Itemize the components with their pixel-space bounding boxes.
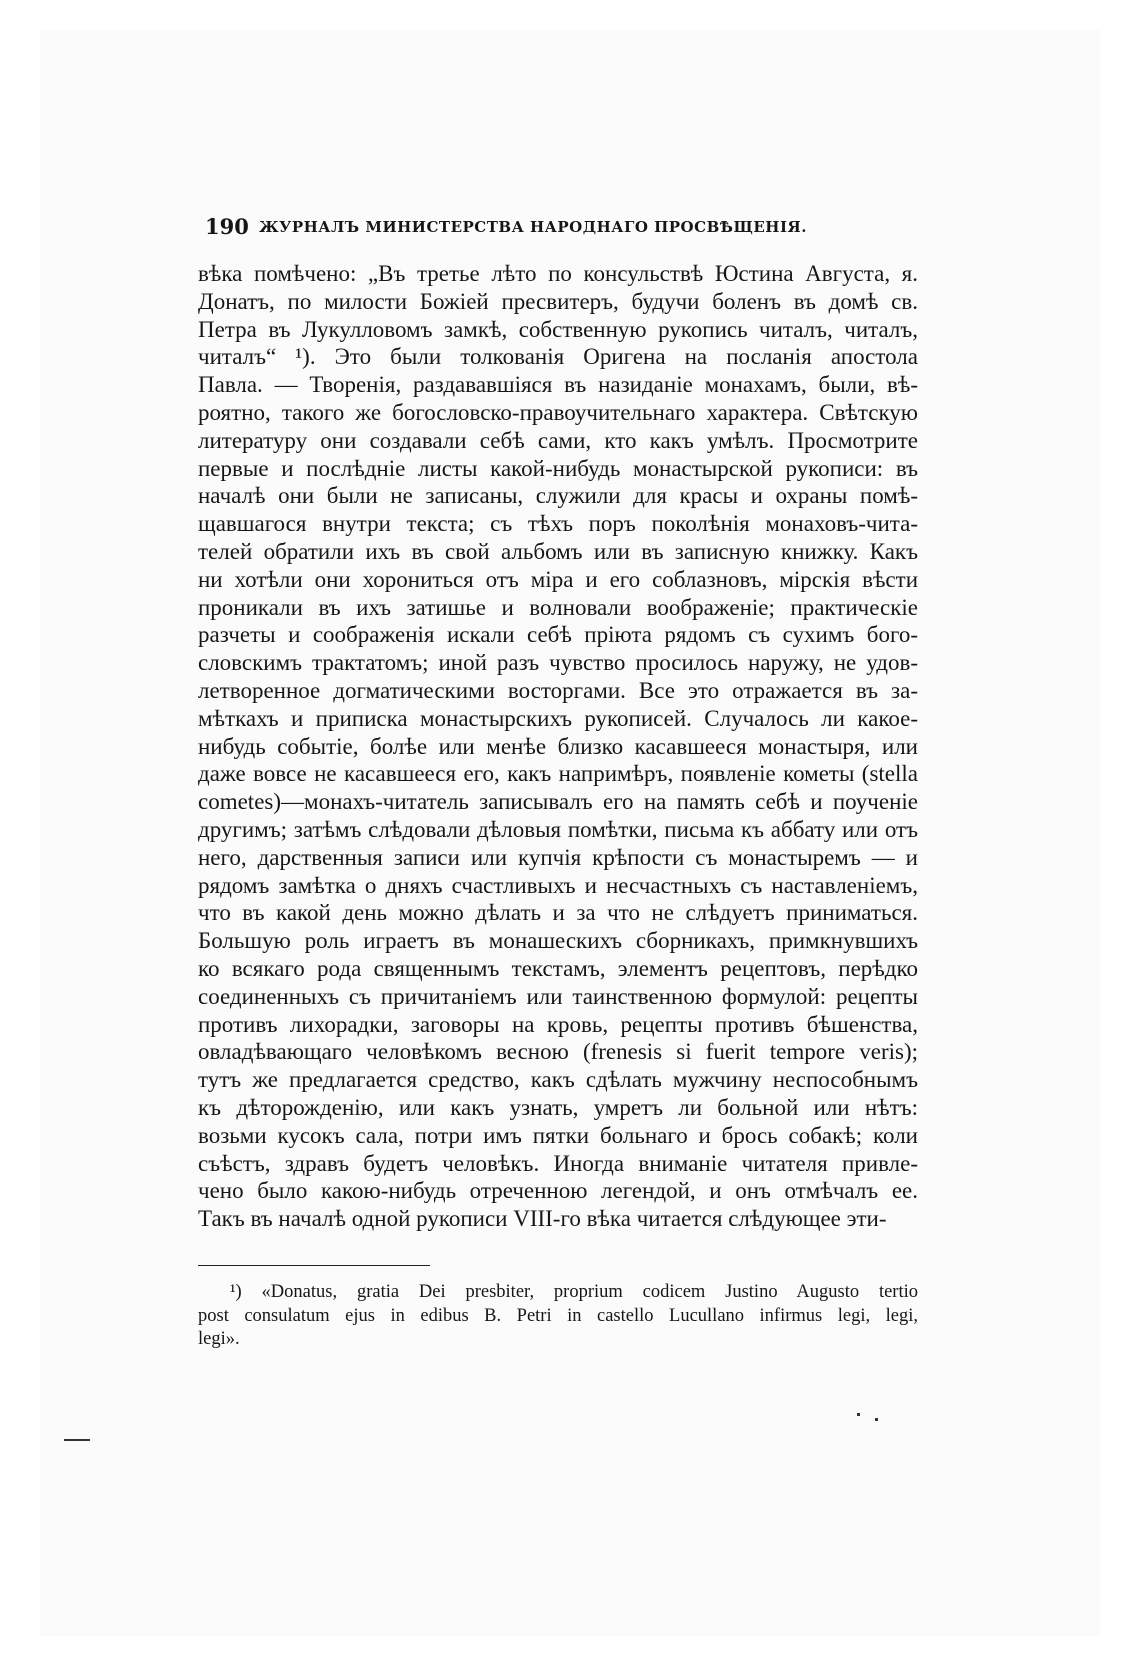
text-line: Петра въ Лукулловомъ замкѣ, собственную рукопись читалъ, читалъ,: [198, 316, 918, 342]
text-line: ни хотѣли они хорониться отъ міра и его соблазновъ, мірскія вѣсти: [198, 566, 918, 592]
text-line: Такъ въ началѣ одной рукописи VIII-го вѣка читается слѣдующее эти-: [198, 1206, 887, 1232]
text-line: роятно, такого же богословско-правоучительнаго характера. Свѣтскую: [198, 399, 918, 425]
text-line: вѣка помѣчено: „Въ третье лѣто по консульствѣ Юстина Августа, я.: [198, 261, 918, 286]
text-line: началѣ они были не записаны, служили для красы и охраны помѣ-: [198, 483, 918, 509]
footnote-line: ¹) «Donatus, gratia Dei presbiter, proprium codicem Justino Augusto tertio: [230, 1282, 918, 1302]
text-line: противъ лихорадки, заговоры на кровь, рецепты противъ бѣшенства,: [198, 1011, 918, 1037]
running-title: ЖУРНАЛЪ МИНИСТЕРСТВА НАРОДНАГО ПРОСВѢЩЕНІЯ.: [259, 218, 807, 236]
text-line: къ дѣторожденію, или какъ узнать, умретъ ли больной или нѣтъ:: [198, 1094, 918, 1120]
footnote-line: legi».: [198, 1329, 240, 1349]
text-line: съѣстъ, здравъ будетъ человѣкъ. Иногда вниманіе читателя привле-: [198, 1150, 918, 1176]
text-line: первые и послѣдніе листы какой-нибудь монастырской рукописи: въ: [198, 455, 918, 481]
text-line: щавшагося внутри текста; съ тѣхъ поръ поколѣнія монаховъ-чита-: [198, 511, 918, 537]
text-line: проникали въ ихъ затишье и волновали воображеніе; практическіе: [198, 594, 918, 620]
text-line: рядомъ замѣтка о дняхъ счастливыхъ и несчастныхъ съ наставленіемъ,: [198, 872, 918, 898]
footnote: [198, 1281, 918, 1352]
text-line: cometes)—монахъ-читатель записывалъ его на память себѣ и поученіе: [198, 789, 918, 815]
text-line: него, дарственныя записи или купчія крѣпости съ монастыремъ — и: [198, 844, 918, 870]
text-line: ко всякаго рода священнымъ текстамъ, элементъ рецептовъ, перѣдко: [198, 955, 918, 981]
text-line: мѣткахъ и приписка монастырскихъ рукописей. Случалось ли какое-: [198, 705, 918, 731]
text-line: Павла. — Творенія, раздававшіяся въ назиданіе монахамъ, были, вѣ-: [198, 372, 918, 398]
text-line: Донатъ, по милости Божіей пресвитеръ, будучи боленъ въ домѣ св.: [198, 288, 918, 314]
text-line: соединенныхъ съ причитаніемъ или таинственною формулой: рецепты: [198, 983, 918, 1009]
text-line: другимъ; затѣмъ слѣдовали дѣловыя помѣтки, письма къ аббату или отъ: [198, 816, 918, 842]
text-line: читалъ“ ¹). Это были толкованія Оригена на посланія апостола: [198, 344, 918, 370]
page-number: 190: [205, 214, 249, 239]
text-line: что въ какой день можно дѣлать и за что не слѣдуетъ приниматься.: [198, 900, 918, 926]
text-line: литературу они создавали себѣ сами, кто какъ умѣлъ. Просмотрите: [198, 427, 918, 453]
text-line: тутъ же предлагается средство, какъ сдѣлать мужчину неспособнымъ: [198, 1067, 918, 1093]
text-line: летворенное догматическими восторгами. Все это отражается въ за-: [198, 677, 918, 703]
text-line: телей обратили ихъ въ свой альбомъ или въ записную книжку. Какъ: [198, 538, 918, 564]
scan-speck: [875, 1418, 878, 1421]
body-text: [198, 260, 918, 1233]
text-line: словскимъ трактатомъ; иной разъ чувство просилось наружу, не удов-: [198, 650, 918, 676]
scan-speck: [857, 1413, 860, 1416]
footnote-line: post consulatum ejus in edibus B. Petri in castello Lucullano infirmus legi, legi,: [198, 1305, 918, 1326]
page-header: [205, 212, 919, 242]
text-line: даже вовсе не касавшееся его, какъ напримѣръ, появленіе кометы (stella: [198, 761, 918, 787]
text-line: возьми кусокъ сала, потри имъ пятки больнаго и брось собакѣ; коли: [198, 1122, 918, 1148]
text-line: нибудь событіе, болѣе или менѣе близко касавшееся монастыря, или: [198, 733, 918, 759]
text-line: разчеты и соображенія искали себѣ пріюта рядомъ съ сухимъ бого-: [198, 622, 918, 648]
text-line: овладѣвающаго человѣкомъ весною (frenesis si fuerit tempore veris);: [198, 1039, 918, 1065]
text-line: Большую роль играетъ въ монашескихъ сборникахъ, примкнувшихъ: [198, 928, 918, 954]
scan-speck: [64, 1439, 90, 1441]
footnote-separator: [198, 1265, 430, 1266]
text-line: чено было какою-нибудь отреченною легендой, и онъ отмѣчалъ ее.: [198, 1178, 918, 1204]
